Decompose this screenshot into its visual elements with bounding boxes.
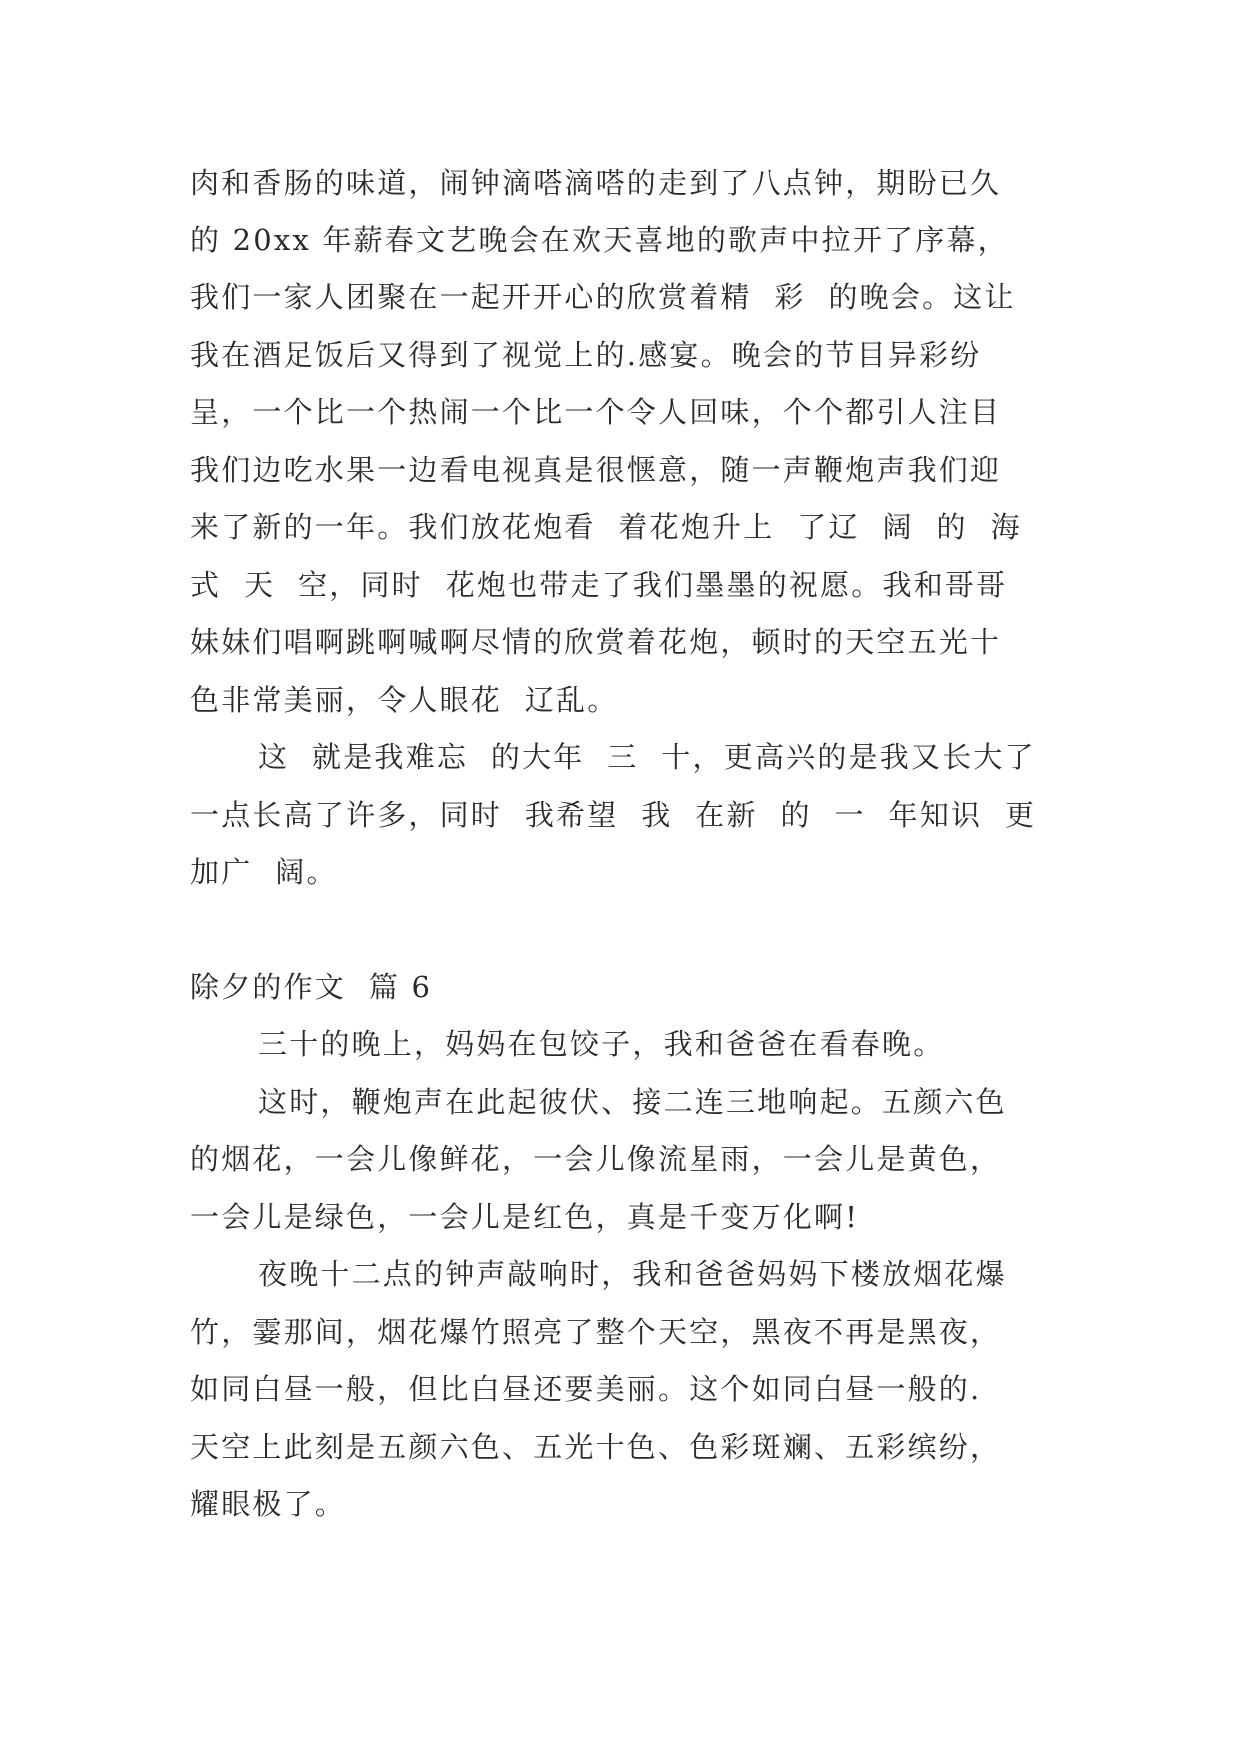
text-line: 色非常美丽，令人眼花 辽乱。 xyxy=(190,683,619,717)
text-line: 我在酒足饭后又得到了视觉上的.感宴。晚会的节目异彩纷 xyxy=(190,338,982,372)
text-line: 肉和香肠的味道，闹钟滴嗒滴嗒的走到了八点钟，期盼已久 xyxy=(190,166,1002,200)
text-line: 夜晚十二点的钟声敲响时，我和爸爸妈妈下楼放烟花爆 xyxy=(258,1257,1007,1291)
text-line: 这 就是我难忘 的大年 三 十，更高兴的是我又长大了 xyxy=(258,740,1036,774)
text-line: 的 20xx 年薪春文艺晚会在欢天喜地的歌声中拉开了序幕， xyxy=(190,223,1009,257)
text-line: 一点长高了许多，同时 我希望 我 在新 的 一 年知识 更 xyxy=(190,798,1037,832)
text-line: 竹，霎那间，烟花爆竹照亮了整个天空，黑夜不再是黑夜， xyxy=(190,1315,1002,1349)
text-line: 来了新的一年。我们放花炮看 着花炮升上 了辽 阔 的 海 xyxy=(190,510,1022,544)
text-line: 如同白昼一般，但比白昼还要美丽。这个如同白昼一般的. xyxy=(190,1372,982,1406)
text-line: 一会儿是绿色，一会儿是红色，真是千变万化啊! xyxy=(190,1200,860,1234)
text-line: 式 天 空，同时 花炮也带走了我们墨墨的祝愿。我和哥哥 xyxy=(190,568,1008,602)
text-line: 的烟花，一会儿像鲜花，一会儿像流星雨，一会儿是黄色， xyxy=(190,1142,1002,1176)
text-line: 呈，一个比一个热闹一个比一个令人回味，个个都引人注目 xyxy=(190,395,1002,429)
text-line: 三十的晚上，妈妈在包饺子，我和爸爸在看春晚。 xyxy=(258,1027,945,1061)
text-line: 妹妹们唱啊跳啊喊啊尽情的欣赏着花炮，顿时的天空五光十 xyxy=(190,625,1002,659)
text-line: 天空上此刻是五颜六色、五光十色、色彩斑斓、五彩缤纷， xyxy=(190,1430,1002,1464)
text-line: 我们一家人团聚在一起开开心的欣赏着精 彩 的晚会。这让 xyxy=(190,280,1016,314)
text-line: 我们边吃水果一边看电视真是很惬意，随一声鞭炮声我们迎 xyxy=(190,453,1002,487)
text-line: 这时，鞭炮声在此起彼伏、接二连三地响起。五颜六色 xyxy=(258,1085,1007,1119)
text-line: 耀眼极了。 xyxy=(190,1487,347,1521)
text-line: 加广 阔。 xyxy=(190,855,338,889)
section-heading: 除夕的作文 篇 6 xyxy=(190,970,433,1004)
